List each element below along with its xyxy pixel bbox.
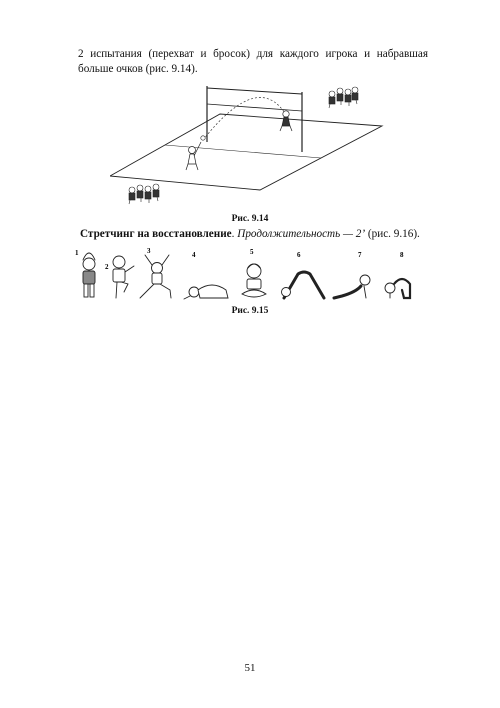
- pose-label-1: 1: [75, 249, 79, 257]
- stretching-duration: Продолжительность — 2’: [237, 228, 366, 240]
- pose-label-4: 4: [192, 251, 196, 259]
- pose-8-figure: [385, 279, 410, 298]
- ball: [201, 136, 205, 140]
- stretching-title: Стретчинг на восстановление: [80, 228, 232, 240]
- pose-1-figure: [83, 253, 95, 297]
- pose-6-figure: [282, 272, 325, 298]
- pose-5-figure: [242, 264, 266, 297]
- figure-caption-9-15: Рис. 9.15: [231, 306, 269, 316]
- body-paragraph: 2 испытания (перехват и бросок) для каждого игрока и набравшая больше очков (рис. 9.14).: [78, 48, 428, 75]
- ball-trajectory: [203, 98, 288, 140]
- pose-7-figure: [334, 275, 370, 298]
- stretching-poses-illustration: [72, 246, 412, 308]
- pose-2-figure: [113, 256, 134, 298]
- pose-3-figure: [140, 255, 171, 298]
- stretching-separator: .: [231, 228, 238, 240]
- pose-label-2: 2: [105, 263, 109, 271]
- stretching-reference: (рис. 9.16).: [365, 228, 420, 240]
- pose-label-3: 3: [147, 247, 151, 255]
- pose-4-figure: [184, 285, 228, 299]
- team-top-right: [329, 87, 358, 108]
- court-outline: [110, 114, 382, 190]
- pose-label-6: 6: [297, 251, 301, 259]
- pose-label-8: 8: [400, 251, 404, 259]
- player-center: [186, 142, 201, 170]
- court-illustration: [110, 80, 390, 212]
- page-number: 51: [244, 662, 256, 674]
- pose-label-5: 5: [250, 248, 254, 256]
- player-right-near-net: [280, 111, 292, 131]
- team-bottom-left: [129, 184, 159, 204]
- pose-label-7: 7: [358, 251, 362, 259]
- figure-caption-9-14: Рис. 9.14: [231, 214, 269, 224]
- stretching-line: [80, 227, 440, 242]
